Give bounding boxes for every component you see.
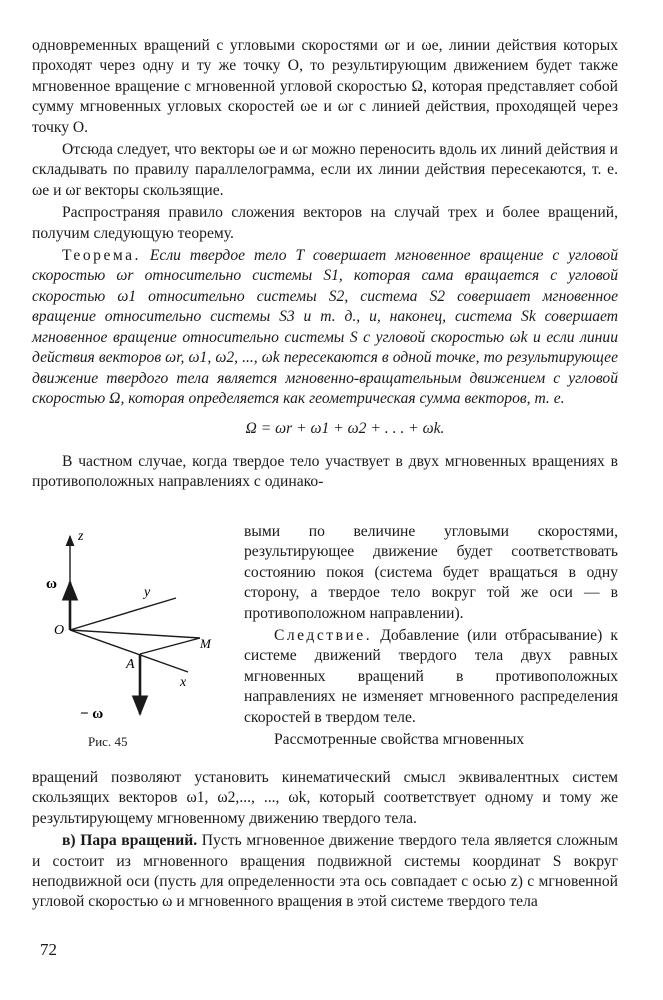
am-line (140, 638, 200, 654)
theorem (32, 246, 618, 409)
lower-text-block (32, 768, 618, 913)
label-o: O (54, 623, 65, 638)
section-label: в) Пара вращений. (62, 832, 198, 850)
paragraph-1: одновременных вращений с угловыми скоростями ωr и ωe, линии действия которых проходят через одну и ту же точку O, то результирующим движением будет также мгновенное вращение с мгновенной угловой скоростью Ω, которая представляет собой сумму мгновенных угловых скоростей ωe и ωr с линией действия, проходящей через точку O. (32, 37, 618, 136)
label-y: y (144, 585, 151, 600)
page-number: 72 (40, 940, 57, 959)
label-a: A (126, 657, 135, 672)
paragraph-2: Отсюда следует, что векторы ωe и ωr можно переносить вдоль их линий действия и складывать по правилу параллелограмма, если их линии действия пересекаются, т. е. ωe и ωr векторы скользящие. (32, 141, 618, 199)
label-omega: ω (46, 576, 57, 592)
figure-caption: Рис. 45 (88, 734, 128, 749)
label-z: z (78, 529, 84, 544)
paragraph-5-right: Рассмотренные свойства мгновенных (274, 731, 525, 749)
figure-45 (40, 522, 240, 762)
upper-text-block (32, 36, 618, 493)
paragraph-4-right: выми по величине угловыми скоростями, результирующее движение будет соответствовать состоянию покоя (система будет вращаться в одну сторону, а твердое тело вокруг той же оси — в противоположном направлении). (244, 523, 618, 622)
paragraph-4-top: В частном случае, когда твердое тело участвует в двух мгновенных вращениях в противоположных направлениях с одинако- (32, 452, 618, 491)
theorem-label: Теорема. (62, 247, 141, 265)
label-m: M (200, 636, 211, 651)
corollary (244, 626, 618, 728)
right-column-text (244, 522, 618, 750)
formula: Ω = ωr + ω1 + ω2 + . . . + ωk. (245, 420, 445, 438)
corollary-text: Добавление (или отбрасывание) к системе движений твердого тела двух равных мгновенных вращений в противоположных направлениях не изменяет мгновенного распределения скоростей в твердом теле. (244, 627, 618, 726)
section-pair-of-rotations (32, 831, 618, 913)
paragraph-5-rest: вращений позволяют установить кинематический смысл эквивалентных систем скользящих векторов ω1, ω2,..., ..., ωk, который соответствует одному и тому же результирующему мгновенному движению твердого тела. (32, 769, 618, 827)
paragraph-3: Распространяя правило сложения векторов на случай трех и более вращений, получим следующую теорему. (32, 204, 618, 242)
theorem-text: Если твердое тело T совершает мгновенное вращение с угловой скоростью ωr относительно системы S1, которая сама вращается с угловой скоростью ω1 относительно системы S2, система S2 совершает мгновенное вращение относительно системы S3 и т. д., и, наконец, система Sk совершает мгновенное вращение относительно системы S с угловой скоростью ωk и если линии действия векторов ωr, ω1, ω2, ..., ωk пересекаются в одной точке, то результирующее движение твердого тела является мгновенно-вращательным движением с угловой скоростью Ω, которая определяется как геометрическая сумма векторов, т. е. (32, 247, 618, 407)
section-text: Пусть мгновенное движение твердого тела является сложным и состоит из мгновенного вращения подвижной системы координат S вокруг неподвижной оси (пусть для определенности эта ось совпадает с осью z) с мгновенной угловой скоростью ω и мгновенного вращения в этой системе твердого тела (32, 832, 618, 911)
label-neg-omega: − ω (80, 706, 104, 722)
corollary-label: Следствие. (274, 627, 373, 645)
label-x: x (180, 675, 187, 690)
y-axis (70, 598, 176, 630)
